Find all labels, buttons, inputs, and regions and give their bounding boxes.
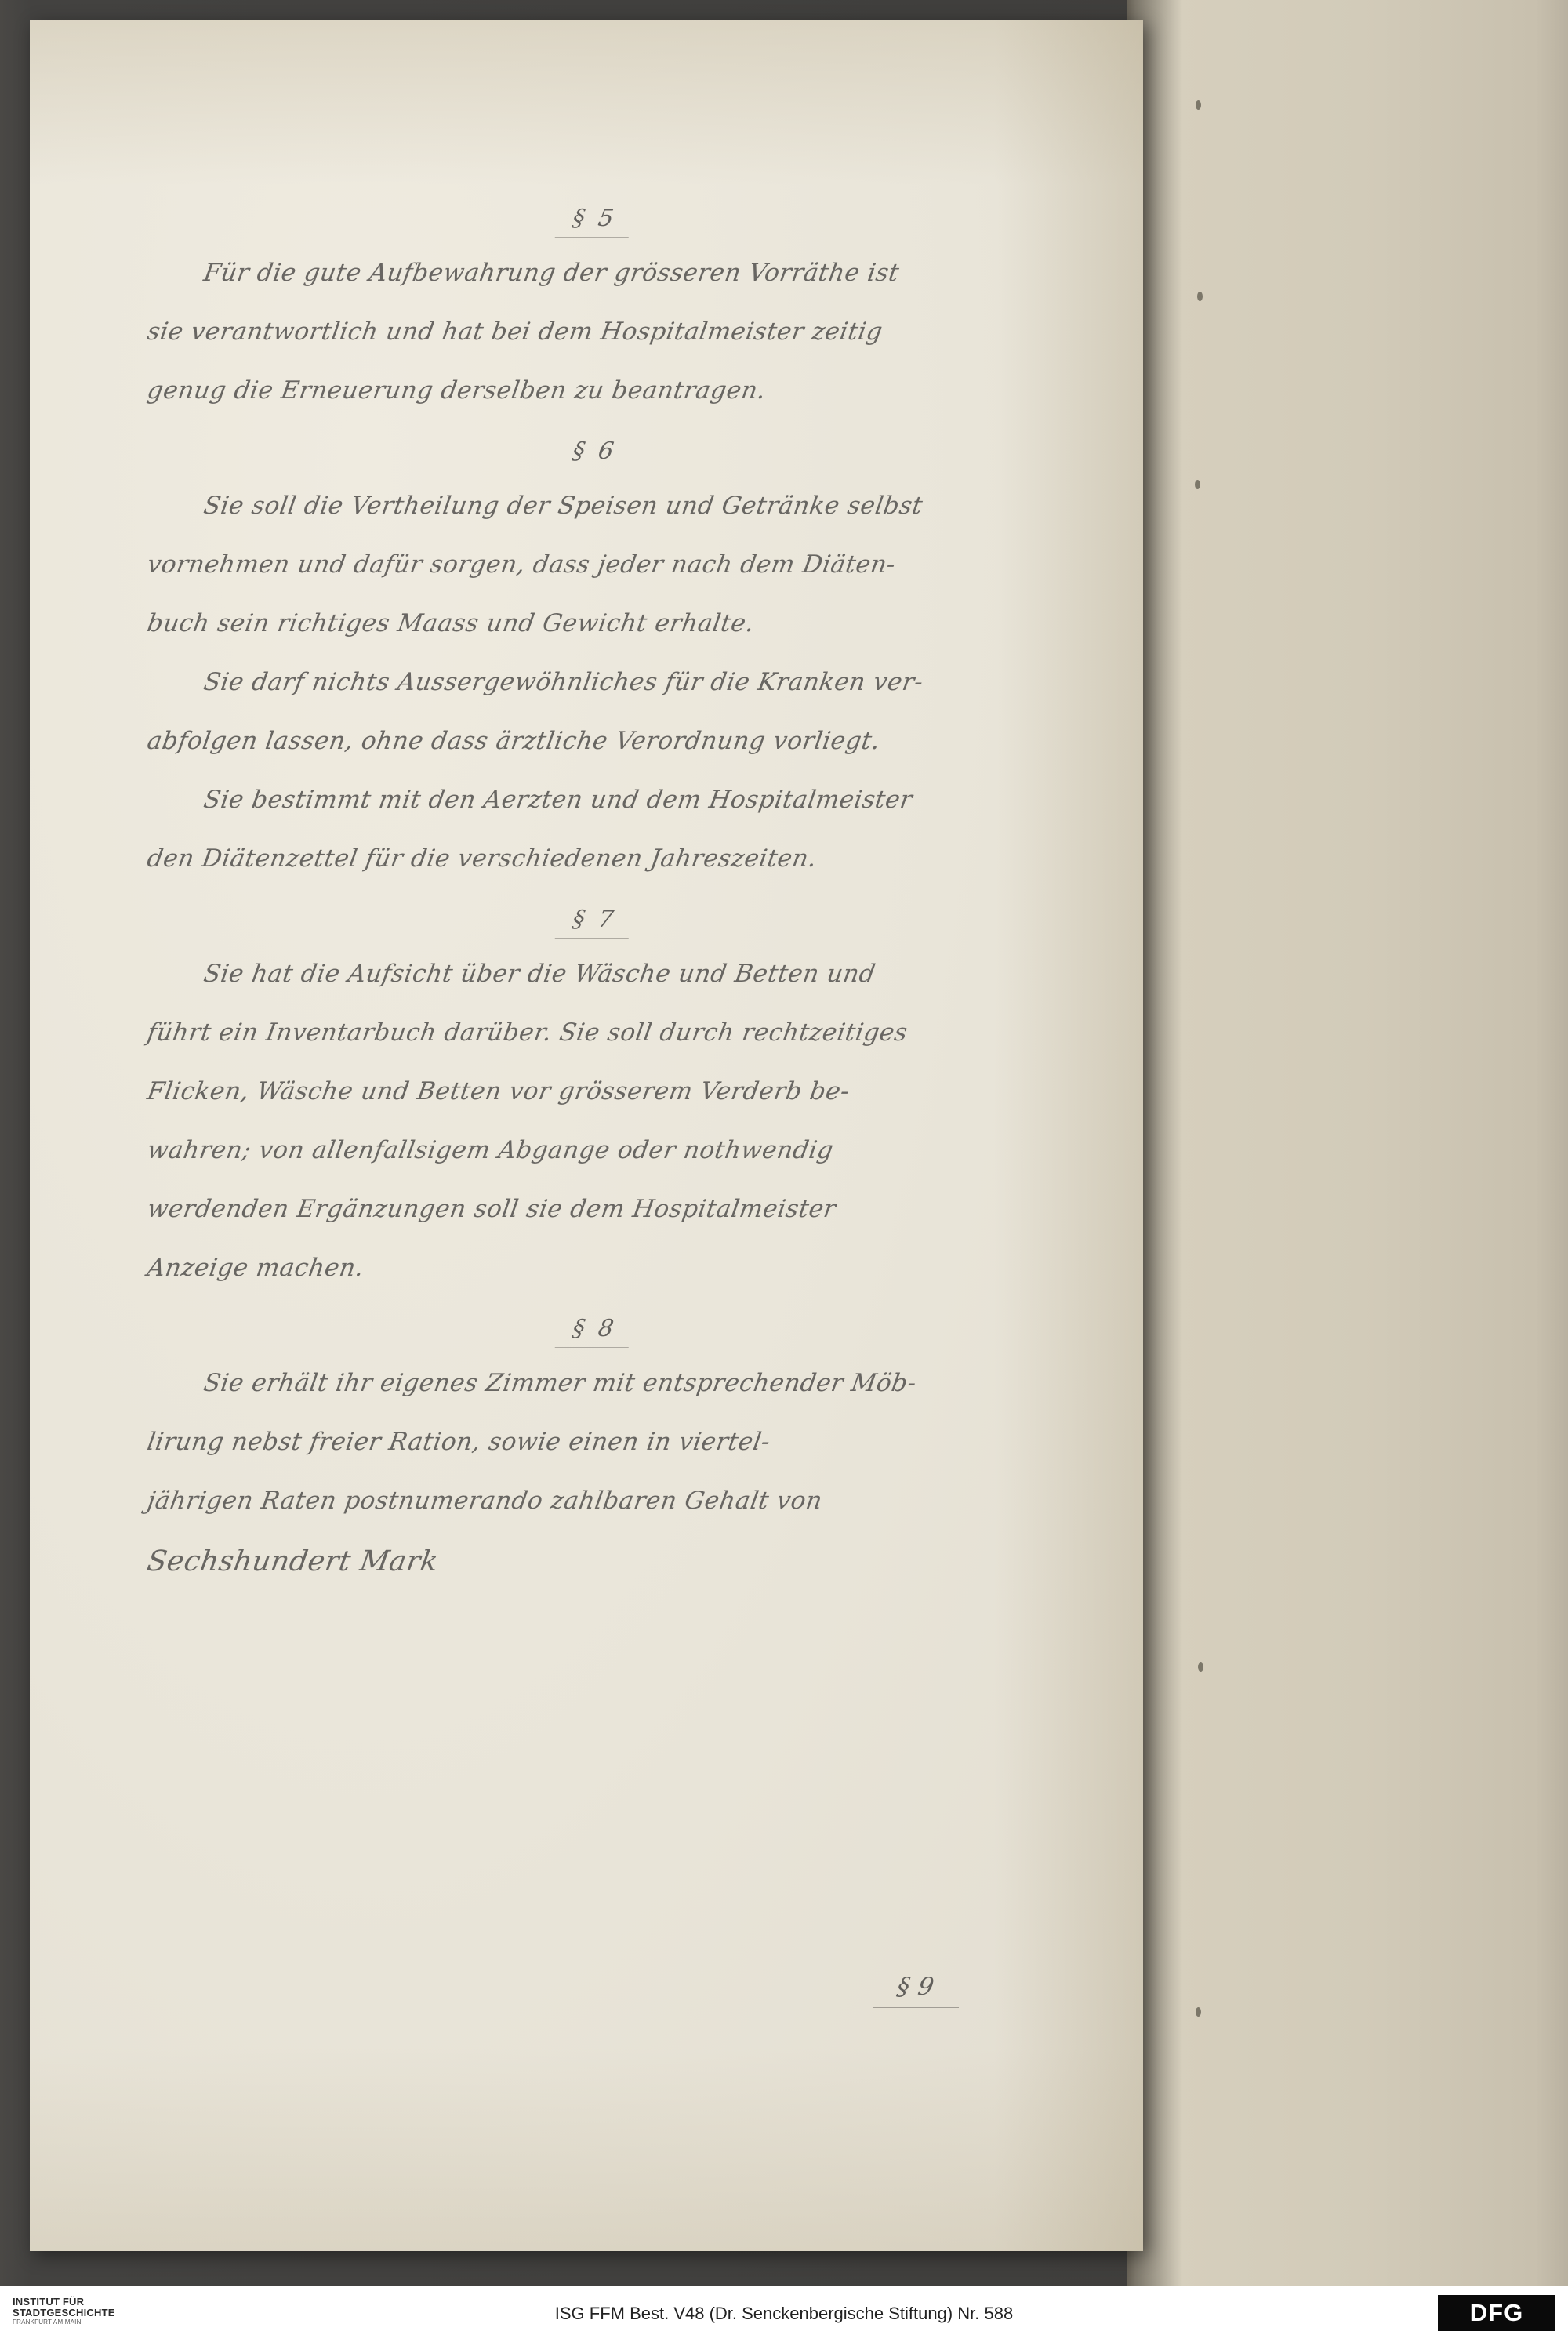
institution-logo-line1: INSTITUT FÜR: [13, 2296, 85, 2308]
manuscript-line: werdenden Ergänzungen soll sie dem Hospitalmeister: [145, 1195, 838, 1223]
manuscript-line: den Diätenzettel für die verschiedenen Jahreszeiten.: [145, 844, 819, 873]
manuscript-line: wahren; von allenfallsigem Abgange oder nothwendig: [145, 1136, 836, 1164]
paper-discolouration-bottom: [30, 2047, 1143, 2251]
manuscript-page: [30, 20, 1143, 2251]
manuscript-line: sie verantwortlich und hat bei dem Hospitalmeister zeitig: [145, 318, 885, 346]
section-heading-9: [837, 1973, 994, 2008]
section-heading-underline: [873, 2007, 959, 2008]
manuscript-line: führt ein Inventarbuch darüber. Sie soll durch rechtzeitiges: [145, 1018, 910, 1047]
section-heading-underline: [555, 1347, 629, 1348]
margin-ink-mark: [1197, 292, 1203, 301]
salary-amount-line: Sechshundert Mark: [144, 1545, 441, 1578]
manuscript-line: Flicken, Wäsche und Betten vor grösserem Verderb be-: [145, 1077, 852, 1106]
manuscript-line: vornehmen und dafür sorgen, dass jeder nach dem Diäten-: [145, 550, 898, 579]
manuscript-line: Sie soll die Vertheilung der Speisen und Getränke selbst: [201, 492, 925, 520]
margin-ink-mark: [1196, 100, 1201, 110]
manuscript-line: jährigen Raten postnumerando zahlbaren Gehalt von: [145, 1487, 825, 1515]
manuscript-line: abfolgen lassen, ohne dass ärztliche Verordnung vorliegt.: [145, 727, 883, 755]
section-heading-6: [145, 438, 1044, 470]
section-heading-8-label: § 8: [570, 1315, 619, 1342]
margin-ink-mark: [1198, 1662, 1203, 1672]
handwritten-text-block: [144, 197, 1041, 1614]
manuscript-line: buch sein richtiges Maass und Gewicht erhalte.: [145, 609, 757, 637]
section-heading-7: [145, 906, 1044, 939]
manuscript-line: genug die Erneuerung derselben zu beantragen.: [145, 376, 768, 405]
manuscript-line: Für die gute Aufbewahrung der grösseren Vorräthe ist: [201, 259, 902, 287]
manuscript-line: Anzeige machen.: [145, 1254, 366, 1282]
manuscript-line: Sie darf nichts Aussergewöhnliches für die Kranken ver-: [201, 668, 926, 696]
section-heading-9-label: § 9: [895, 1973, 937, 2001]
section-heading-5: [145, 205, 1044, 238]
viewer-footer-bar: [0, 2286, 1568, 2342]
section-heading-underline: [555, 938, 629, 939]
section-heading-7-label: § 7: [570, 906, 619, 933]
section-heading-underline: [555, 237, 629, 238]
section-heading-5-label: § 5: [570, 205, 619, 232]
margin-ink-mark: [1196, 2007, 1201, 2017]
institution-logo: [13, 2297, 115, 2326]
dfg-logo: DFG: [1438, 2295, 1555, 2331]
institution-logo-line2: STADTGESCHICHTE: [13, 2306, 115, 2318]
shelfmark-caption: ISG FFM Best. V48 (Dr. Senckenbergische Stiftung) Nr. 588: [554, 2304, 1014, 2323]
manuscript-line: Sie hat die Aufsicht über die Wäsche und Betten und: [201, 960, 878, 988]
section-heading-6-label: § 6: [570, 438, 619, 465]
institution-logo-line3: FRANKFURT AM MAIN: [13, 2318, 82, 2326]
manuscript-line: lirung nebst freier Ration, sowie einen in viertel-: [145, 1428, 773, 1456]
manuscript-line: Sie erhält ihr eigenes Zimmer mit entsprechender Möb-: [201, 1369, 919, 1397]
adjacent-page-edge: [1127, 0, 1568, 2286]
margin-ink-mark: [1195, 480, 1200, 489]
section-heading-8: [145, 1315, 1044, 1348]
paper-discolouration-top: [30, 20, 1143, 185]
manuscript-line: Sie bestimmt mit den Aerzten und dem Hospitalmeister: [201, 786, 915, 814]
